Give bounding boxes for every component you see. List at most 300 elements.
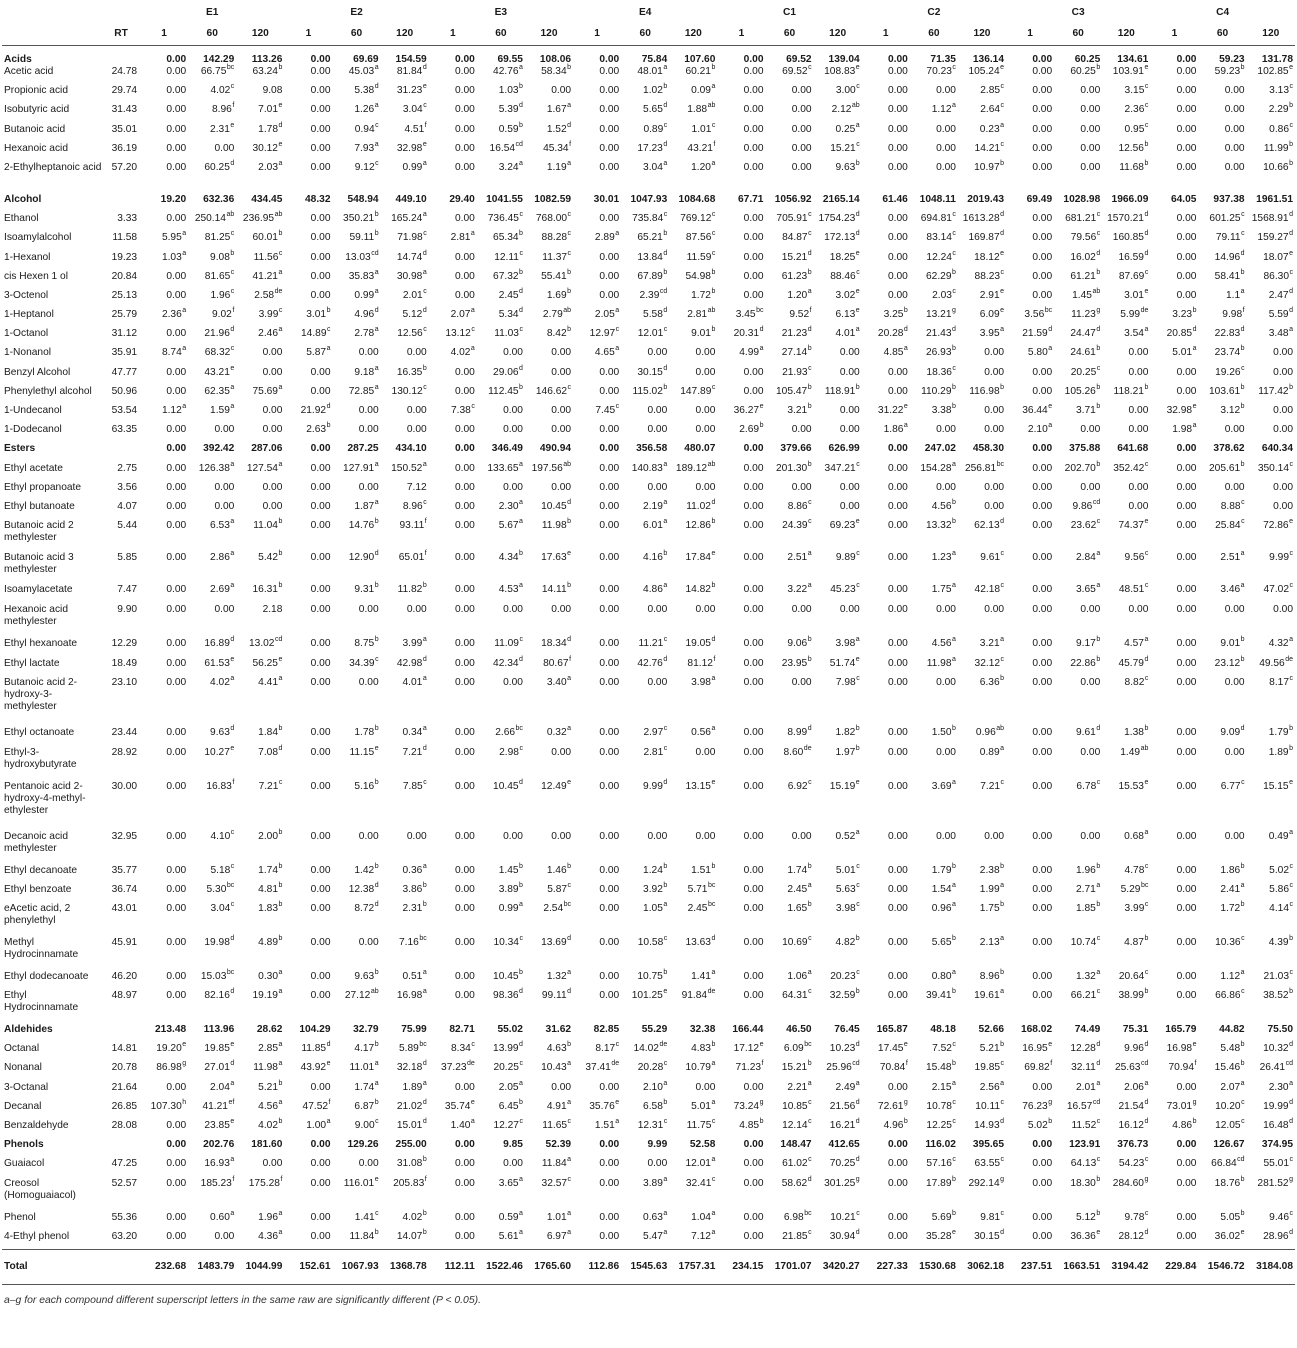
- value-cell: [1247, 309, 1295, 328]
- value-cell: [765, 520, 813, 552]
- value: 37.41: [585, 1062, 611, 1074]
- value: 3.23: [1172, 309, 1193, 321]
- significance-letter: d: [807, 249, 812, 257]
- significance-letter: e: [711, 778, 716, 786]
- significance-letter: a: [470, 345, 475, 353]
- value-cell: [765, 460, 813, 482]
- value: 0.00: [887, 520, 908, 532]
- value: 0.00: [214, 424, 235, 436]
- significance-letter: a: [519, 64, 523, 71]
- value: 11.65: [542, 1120, 568, 1131]
- value-cell: [717, 638, 765, 658]
- significance-letter: a: [519, 1175, 523, 1183]
- significance-letter: a: [952, 900, 956, 908]
- significance-letter: c: [615, 403, 620, 410]
- value-cell: [1054, 1209, 1102, 1231]
- value: 0.00: [551, 366, 572, 378]
- value-cell: [1102, 1139, 1150, 1158]
- value-cell: [814, 677, 862, 727]
- value: 55.01: [1263, 1158, 1289, 1170]
- value-cell: [621, 1120, 669, 1139]
- significance-letter: a: [422, 725, 427, 733]
- significance-letter: d: [422, 1118, 427, 1125]
- value: 0.00: [455, 462, 475, 474]
- value-cell: [188, 1250, 236, 1285]
- value: 21.92: [300, 405, 327, 416]
- header-blank: [102, 0, 140, 23]
- value: 2.69: [210, 584, 230, 596]
- value: 2.05: [594, 309, 615, 321]
- value: 632.36: [203, 193, 235, 205]
- value-cell: [573, 584, 621, 604]
- group-header-c3: C3: [1071, 7, 1085, 18]
- value: 8.74: [161, 347, 182, 359]
- value-cell: [188, 85, 236, 104]
- value-cell: [958, 1175, 1006, 1212]
- significance-letter: c: [1000, 83, 1005, 91]
- value-cell: [862, 213, 910, 232]
- significance-letter: a: [182, 230, 187, 238]
- value-cell: [1054, 584, 1102, 604]
- value: 0.00: [599, 990, 620, 1002]
- value-cell: [621, 1139, 669, 1158]
- value: 0.00: [1080, 161, 1101, 173]
- value-cell: [958, 1043, 1006, 1062]
- value: 13.69: [541, 936, 567, 948]
- significance-letter: a: [470, 307, 475, 315]
- value: 5.65: [643, 104, 663, 116]
- value: 7.21: [980, 780, 1001, 792]
- value-cell: [814, 213, 862, 232]
- value-cell: [1006, 584, 1054, 604]
- value-cell: [1006, 443, 1054, 462]
- significance-letter: ab: [707, 307, 716, 315]
- significance-letter: a: [567, 675, 572, 683]
- significance-letter: d: [422, 656, 427, 664]
- significance-letter: c: [615, 1041, 620, 1049]
- value-cell: [477, 552, 525, 584]
- value: 20.28: [637, 1062, 664, 1074]
- value-cell: [862, 328, 910, 347]
- value-cell: [573, 990, 621, 1024]
- value: 0.00: [1273, 481, 1293, 493]
- significance-letter: c: [1096, 518, 1101, 526]
- value-cell: [525, 443, 573, 462]
- value-cell: [1247, 990, 1295, 1024]
- value: 0.00: [1224, 677, 1245, 689]
- value-cell: [284, 865, 332, 884]
- value-cell: [958, 604, 1006, 638]
- value: 15.21: [781, 1062, 808, 1074]
- significance-letter: b: [663, 230, 668, 238]
- significance-letter: b: [807, 268, 812, 276]
- significance-letter: e: [230, 744, 235, 752]
- value-cell: [862, 584, 910, 604]
- value-cell: [1247, 1120, 1295, 1139]
- significance-letter: e: [855, 64, 860, 71]
- significance-letter: d: [759, 326, 764, 334]
- value: 3.13: [1269, 85, 1289, 97]
- value: 1.20: [691, 161, 711, 173]
- value-cell: [333, 881, 381, 903]
- significance-letter: c: [375, 656, 379, 664]
- value: 18.30: [1070, 1177, 1096, 1189]
- value: 72.85: [348, 385, 375, 397]
- value: 0.00: [936, 142, 956, 154]
- significance-letter: a: [374, 383, 379, 391]
- value-cell: [958, 727, 1006, 746]
- value: 0.00: [1080, 604, 1101, 616]
- value: 0.96: [975, 727, 996, 739]
- significance-letter: c: [808, 211, 812, 219]
- value: 3.98: [691, 677, 711, 689]
- significance-letter: b: [1000, 862, 1005, 870]
- value-cell: [333, 443, 381, 462]
- value-cell: [1102, 638, 1150, 658]
- value: 23.85: [204, 1120, 230, 1131]
- value: 1.83: [258, 902, 278, 914]
- value-cell: [814, 367, 862, 386]
- significance-letter: c: [1241, 364, 1245, 372]
- compound-row: [2, 552, 1295, 584]
- value: 55.29: [641, 1024, 668, 1036]
- significance-letter: c: [808, 230, 812, 238]
- value-cell: [284, 104, 332, 123]
- value: 0.00: [599, 54, 620, 65]
- value-cell: [621, 862, 669, 884]
- value: 601.25: [1209, 213, 1241, 225]
- value: 0.00: [503, 481, 523, 493]
- value: 229.84: [1165, 1261, 1197, 1273]
- value-cell: [717, 584, 765, 604]
- value-cell: [1198, 460, 1246, 482]
- value-cell: [381, 831, 429, 865]
- value: 9.99: [643, 780, 663, 792]
- value-cell: [1102, 405, 1150, 424]
- value-cell: [814, 968, 862, 990]
- sub-header-row: [2, 23, 1295, 46]
- value: 14.93: [974, 1120, 1000, 1131]
- value-cell: [188, 364, 236, 386]
- value-cell: [429, 903, 477, 937]
- value-cell: [717, 501, 765, 520]
- significance-letter: c: [1241, 498, 1245, 506]
- significance-letter: b: [952, 518, 956, 526]
- value: 65.34: [493, 232, 519, 244]
- value-cell: [814, 1139, 862, 1158]
- value: 626.99: [828, 443, 860, 455]
- significance-letter: a: [230, 675, 235, 683]
- value: 0.52: [835, 830, 856, 842]
- value: 48.01: [637, 66, 663, 77]
- value: 412.65: [828, 1139, 860, 1151]
- value: 47.52: [302, 1100, 329, 1112]
- significance-letter: b: [1000, 900, 1005, 908]
- significance-letter: d: [519, 988, 523, 996]
- value-cell: [1054, 831, 1102, 865]
- value-cell: [910, 143, 958, 162]
- value: 6.09: [979, 309, 1000, 321]
- time-header: 120: [814, 23, 862, 46]
- value: 0.00: [1224, 123, 1245, 135]
- value-cell: [477, 1139, 525, 1158]
- value-cell: [333, 1062, 381, 1081]
- value: 1047.93: [630, 193, 668, 205]
- significance-letter: e: [1000, 249, 1005, 257]
- significance-letter: c: [1289, 968, 1293, 976]
- value: 1.72: [691, 289, 711, 301]
- value: 21.02: [396, 1100, 423, 1112]
- value: 0.00: [262, 405, 283, 416]
- value: 48.51: [1118, 584, 1145, 596]
- value: 0.00: [310, 232, 331, 244]
- value: 3.04: [402, 104, 423, 116]
- value: 9.86: [1072, 500, 1093, 512]
- value-cell: [958, 677, 1006, 727]
- value: 379.66: [780, 443, 812, 455]
- value-cell: [477, 1062, 525, 1081]
- value-cell: [910, 1175, 958, 1212]
- value-cell: [910, 1079, 958, 1101]
- value: 27.14: [781, 347, 808, 359]
- value-cell: [1102, 347, 1150, 366]
- significance-letter: d: [567, 636, 572, 644]
- value: 136.14: [972, 54, 1005, 65]
- value: 1.84: [258, 727, 278, 739]
- significance-letter: a: [1096, 968, 1101, 976]
- table-header: [2, 0, 1295, 46]
- value: 0.00: [743, 66, 764, 77]
- value-cell: [765, 232, 813, 251]
- value-cell: [1198, 85, 1246, 104]
- value: 16.21: [829, 1120, 856, 1131]
- value: 6.13: [835, 309, 856, 321]
- value-cell: [958, 584, 1006, 604]
- value-cell: [477, 383, 525, 405]
- value: 0.00: [455, 990, 475, 1002]
- significance-letter: a: [615, 230, 620, 238]
- retention-time: 31.12: [111, 328, 138, 340]
- value: 1.87: [354, 500, 375, 512]
- compound-name: 1-Heptanol: [4, 309, 54, 321]
- value: 18.76: [1214, 1177, 1241, 1189]
- value-cell: [669, 383, 717, 405]
- significance-letter: d: [374, 307, 379, 315]
- value-cell: [1150, 367, 1198, 386]
- value-cell: [140, 347, 188, 366]
- significance-letter: e: [1192, 1041, 1197, 1049]
- value-cell: [621, 309, 669, 328]
- value: 189.12: [675, 462, 708, 474]
- significance-letter: d: [1000, 211, 1005, 219]
- value: 449.10: [395, 193, 427, 205]
- value-cell: [477, 604, 525, 638]
- value: 5.47: [643, 1230, 663, 1242]
- compound-row: [2, 990, 1295, 1024]
- value: 0.00: [166, 385, 187, 397]
- significance-letter: a: [230, 1209, 235, 1217]
- compound-name: Ethyl decanoate: [4, 864, 78, 876]
- value-cell: [573, 85, 621, 104]
- table-body: [2, 46, 1295, 1285]
- value-cell: [140, 781, 188, 831]
- value-cell: [765, 1120, 813, 1139]
- significance-letter: b: [278, 934, 283, 942]
- value-cell: [814, 405, 862, 424]
- value-cell: [669, 677, 717, 727]
- value: 76.23: [1022, 1100, 1048, 1112]
- value-cell: [573, 1158, 621, 1177]
- value-cell: [958, 831, 1006, 865]
- value: 0.00: [1176, 584, 1197, 596]
- value-cell: [814, 1209, 862, 1231]
- value-cell: [765, 287, 813, 309]
- significance-letter: d: [326, 1041, 331, 1049]
- value: 10.27: [204, 746, 230, 758]
- value: 0.00: [599, 385, 620, 397]
- value: 0.00: [743, 902, 764, 914]
- value-cell: [188, 881, 236, 903]
- value-cell: [1054, 862, 1102, 884]
- value-cell: [525, 990, 573, 1024]
- value: 172.13: [824, 232, 856, 244]
- value: 79.11: [1215, 232, 1241, 244]
- significance-letter: a: [374, 268, 379, 276]
- value: 12.25: [926, 1120, 952, 1131]
- value-cell: [669, 194, 717, 213]
- value-cell: [1006, 1098, 1054, 1120]
- value-cell: [958, 1158, 1006, 1177]
- value-cell: [1198, 520, 1246, 552]
- value: 15.21: [830, 142, 856, 154]
- value: 9.63: [210, 727, 230, 739]
- significance-letter: bc: [226, 968, 235, 976]
- value: 9.08: [262, 85, 283, 97]
- value: 0.00: [599, 638, 620, 650]
- value-cell: [1102, 881, 1150, 903]
- value: 0.00: [936, 161, 956, 173]
- significance-letter: a: [807, 287, 812, 295]
- value-cell: [717, 124, 765, 143]
- compound-name: Pentanoic acid 2-hydroxy-4-methyl-ethylester: [4, 780, 86, 816]
- significance-letter: b: [1240, 900, 1245, 908]
- value-cell: [333, 1079, 381, 1101]
- value-cell: [573, 1139, 621, 1158]
- value: 0.00: [1176, 66, 1197, 77]
- value: 31.22: [877, 405, 904, 416]
- value: 1.32: [1076, 970, 1096, 982]
- value-cell: [717, 213, 765, 232]
- value-cell: [1150, 501, 1198, 520]
- value: 374.95: [1261, 1139, 1293, 1151]
- significance-letter: ab: [707, 460, 716, 468]
- value: 0.00: [1176, 385, 1197, 397]
- significance-letter: e: [422, 140, 427, 148]
- value-cell: [814, 309, 862, 328]
- value-cell: [717, 232, 765, 251]
- value-cell: [910, 482, 958, 501]
- value-cell: [621, 1098, 669, 1120]
- significance-letter: e: [1000, 307, 1005, 315]
- value-cell: [429, 658, 477, 677]
- value: 8.75: [354, 638, 375, 650]
- significance-letter: de: [803, 744, 812, 752]
- value: 0.00: [310, 1177, 331, 1189]
- value: 9.89: [835, 552, 856, 564]
- value-cell: [284, 482, 332, 501]
- value: 0.00: [743, 1230, 764, 1242]
- value-cell: [910, 287, 958, 309]
- category-row: [2, 1024, 1295, 1043]
- value: 154.28: [920, 462, 952, 474]
- significance-letter: a: [711, 1209, 716, 1217]
- value-cell: [1006, 162, 1054, 194]
- value-cell: [525, 1098, 573, 1120]
- value-cell: [1054, 1062, 1102, 1081]
- value: 0.00: [887, 462, 908, 474]
- value-cell: [333, 1139, 381, 1158]
- time-header: 120: [1247, 23, 1295, 46]
- value: 12.01: [637, 328, 664, 340]
- value-cell: [429, 46, 477, 67]
- significance-letter: b: [1240, 1209, 1245, 1217]
- significance-letter: a: [615, 1118, 620, 1125]
- value: 3.99: [402, 638, 423, 650]
- value-cell: [1054, 66, 1102, 85]
- value: 24.39: [782, 520, 808, 532]
- value-cell: [140, 638, 188, 658]
- value: 74.37: [1118, 520, 1144, 532]
- significance-letter: d: [278, 744, 283, 752]
- compound-row: [2, 903, 1295, 937]
- value: 0.00: [310, 1158, 331, 1170]
- value-cell: [381, 881, 429, 903]
- significance-letter: a: [1240, 582, 1245, 590]
- value: 45.34: [543, 142, 569, 154]
- value: 0.00: [599, 902, 620, 914]
- value: 0.00: [1176, 1211, 1197, 1223]
- value: 6.45: [498, 1100, 519, 1112]
- value-cell: [381, 364, 429, 386]
- value-cell: [140, 143, 188, 162]
- value-cell: [573, 865, 621, 884]
- value: 0.00: [887, 85, 908, 97]
- significance-letter: c: [1289, 460, 1293, 468]
- value: 0.00: [310, 864, 331, 876]
- significance-letter: a: [278, 383, 283, 391]
- value: 14.82: [685, 584, 711, 596]
- value-cell: [1150, 463, 1198, 482]
- value: 0.00: [310, 638, 331, 650]
- value-cell: [333, 604, 381, 638]
- significance-letter: a: [422, 1079, 427, 1087]
- value-cell: [1150, 85, 1198, 104]
- value: 20.85: [1166, 328, 1193, 340]
- value: 127.91: [343, 462, 375, 474]
- value: 12.56: [1118, 142, 1144, 154]
- value: 284.60: [1112, 1177, 1144, 1189]
- significance-letter: b: [1289, 934, 1293, 942]
- value: 3.22: [787, 584, 808, 596]
- value: 0.00: [310, 780, 331, 792]
- value-cell: [1247, 232, 1295, 251]
- value: 6.98: [783, 1211, 804, 1223]
- value: 65.21: [637, 232, 663, 244]
- value-cell: [862, 443, 910, 462]
- value: 375.88: [1069, 443, 1101, 455]
- value-cell: [958, 658, 1006, 677]
- value-cell: [765, 1175, 813, 1212]
